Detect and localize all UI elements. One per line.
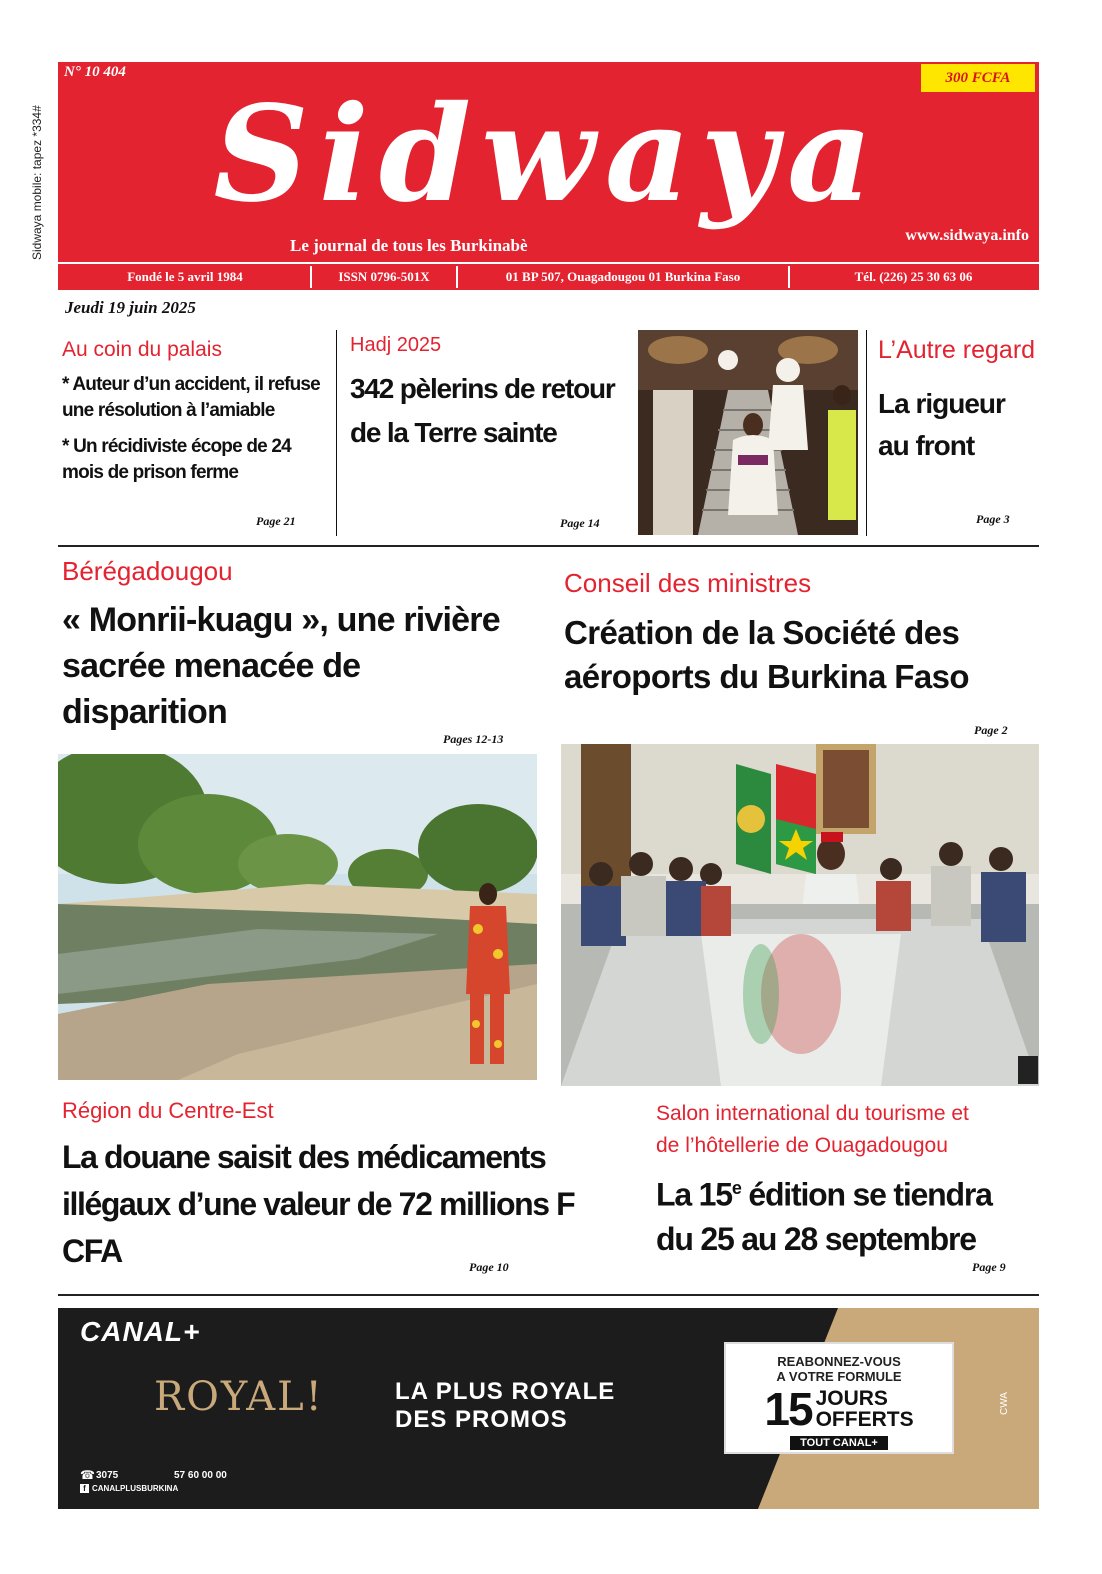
offer-number: 15 bbox=[764, 1383, 812, 1435]
story-conseil[interactable] bbox=[564, 568, 1034, 699]
mobile-service-text: Sidwaya mobile: tapez *334# bbox=[30, 105, 44, 260]
story-kicker: de l’hôtellerie de Ouagadougou bbox=[656, 1134, 948, 1157]
offer-box bbox=[724, 1342, 954, 1454]
issue-date: Jeudi 19 juin 2025 bbox=[65, 298, 196, 317]
postal-address: 01 BP 507, Ouagadougou 01 Burkina Faso bbox=[456, 266, 788, 288]
story-kicker: Bérégadougou bbox=[62, 556, 233, 586]
story-kicker: Au coin du palais bbox=[62, 338, 222, 361]
story-douane[interactable] bbox=[62, 1098, 622, 1275]
slogan-line2: DES PROMOS bbox=[395, 1406, 568, 1433]
story-autre-regard[interactable] bbox=[878, 336, 1038, 467]
phone-icon: ☎ bbox=[80, 1468, 95, 1482]
price-badge: 300 FCFA bbox=[921, 64, 1035, 92]
issn-number: ISSN 0796-501X bbox=[310, 266, 456, 288]
superscript: e bbox=[731, 1178, 741, 1198]
page-reference: Page 10 bbox=[469, 1260, 509, 1274]
page-reference: Page 3 bbox=[976, 512, 1010, 526]
ad-phone-1: 3075 bbox=[96, 1470, 119, 1481]
offer-main bbox=[726, 1383, 952, 1435]
story-hadj[interactable] bbox=[350, 334, 635, 455]
ad-phone-2: 57 60 00 00 bbox=[174, 1470, 227, 1481]
offer-text bbox=[816, 1388, 914, 1430]
council-photo bbox=[561, 744, 1039, 1086]
river-photo bbox=[58, 754, 537, 1080]
story-kicker: Conseil des ministres bbox=[564, 568, 812, 598]
story-headline: La rigueur au front bbox=[878, 388, 1005, 461]
story-palais[interactable] bbox=[62, 338, 332, 538]
page-reference: Page 9 bbox=[972, 1260, 1006, 1274]
website-link[interactable]: www.sidwaya.info bbox=[905, 227, 1029, 244]
offer-line1: REABONNEZ-VOUS bbox=[777, 1354, 901, 1369]
offer-footer: TOUT CANAL+ bbox=[790, 1436, 888, 1450]
info-bar bbox=[58, 264, 1039, 290]
tagline: Le journal de tous les Burkinabè bbox=[290, 236, 528, 255]
offer-offered: OFFERTS bbox=[815, 1408, 914, 1431]
story-kicker: Région du Centre-Est bbox=[62, 1098, 274, 1123]
story-kicker: L’Autre regard bbox=[878, 336, 1036, 364]
canal-plus-logo: CANAL+ bbox=[80, 1316, 201, 1347]
column-divider bbox=[866, 330, 867, 536]
story-headline bbox=[656, 1166, 1036, 1217]
section-divider bbox=[58, 1294, 1039, 1296]
story-item: * Auteur d’un accident, il refuse une résolution à l’amiable bbox=[62, 374, 320, 421]
story-beregadougou[interactable] bbox=[62, 556, 532, 735]
offer-line2: A VOTRE FORMULE bbox=[776, 1369, 902, 1384]
page-reference: Page 21 bbox=[256, 514, 296, 528]
royal-logo: ROYAL! bbox=[154, 1374, 324, 1420]
story-headline-line2: du 25 au 28 septembre bbox=[656, 1220, 976, 1257]
issue-number: N° 10 404 bbox=[64, 64, 126, 80]
headline-text: La 15 bbox=[656, 1176, 732, 1213]
pilgrims-photo bbox=[638, 330, 858, 535]
slogan-line1: LA PLUS ROYALE bbox=[395, 1378, 616, 1405]
story-headline: « Monrii-kuagu », une rivière sacrée menacée de disparition bbox=[62, 601, 500, 731]
story-headline: Création de la Société des aéroports du Burkina Faso bbox=[564, 614, 969, 695]
story-item: * Un récidiviste écope de 24 mois de prison ferme bbox=[62, 436, 291, 483]
section-divider bbox=[58, 545, 1039, 547]
story-salon[interactable] bbox=[656, 1098, 1036, 1261]
offer-days: JOURS bbox=[815, 1387, 888, 1410]
headline-text: édition se tiendra bbox=[740, 1176, 992, 1213]
page-reference: Pages 12-13 bbox=[443, 732, 504, 746]
page-reference: Page 2 bbox=[974, 723, 1008, 737]
phone-number: Tél. (226) 25 30 63 06 bbox=[788, 266, 1037, 288]
mobile-service-note bbox=[30, 60, 50, 260]
story-headline: La douane saisit des médicaments illégaux d’une valeur de 72 millions F CFA bbox=[62, 1139, 575, 1269]
facebook-icon: f bbox=[80, 1484, 89, 1493]
founded-date: Fondé le 5 avril 1984 bbox=[127, 269, 243, 284]
story-kicker: Salon international du tourisme et bbox=[656, 1102, 969, 1125]
ad-social: CANALPLUSBURKINA bbox=[92, 1484, 179, 1493]
page-reference: Page 14 bbox=[560, 516, 600, 530]
canal-plus-ad[interactable] bbox=[58, 1308, 1039, 1509]
ad-side-code: CWA bbox=[998, 1392, 1010, 1415]
column-divider bbox=[336, 330, 337, 536]
newspaper-logo[interactable]: Sidwaya bbox=[213, 77, 883, 232]
masthead bbox=[58, 62, 1039, 262]
story-headline: 342 pèlerins de retour de la Terre sainte bbox=[350, 373, 615, 448]
story-kicker: Hadj 2025 bbox=[350, 334, 442, 356]
